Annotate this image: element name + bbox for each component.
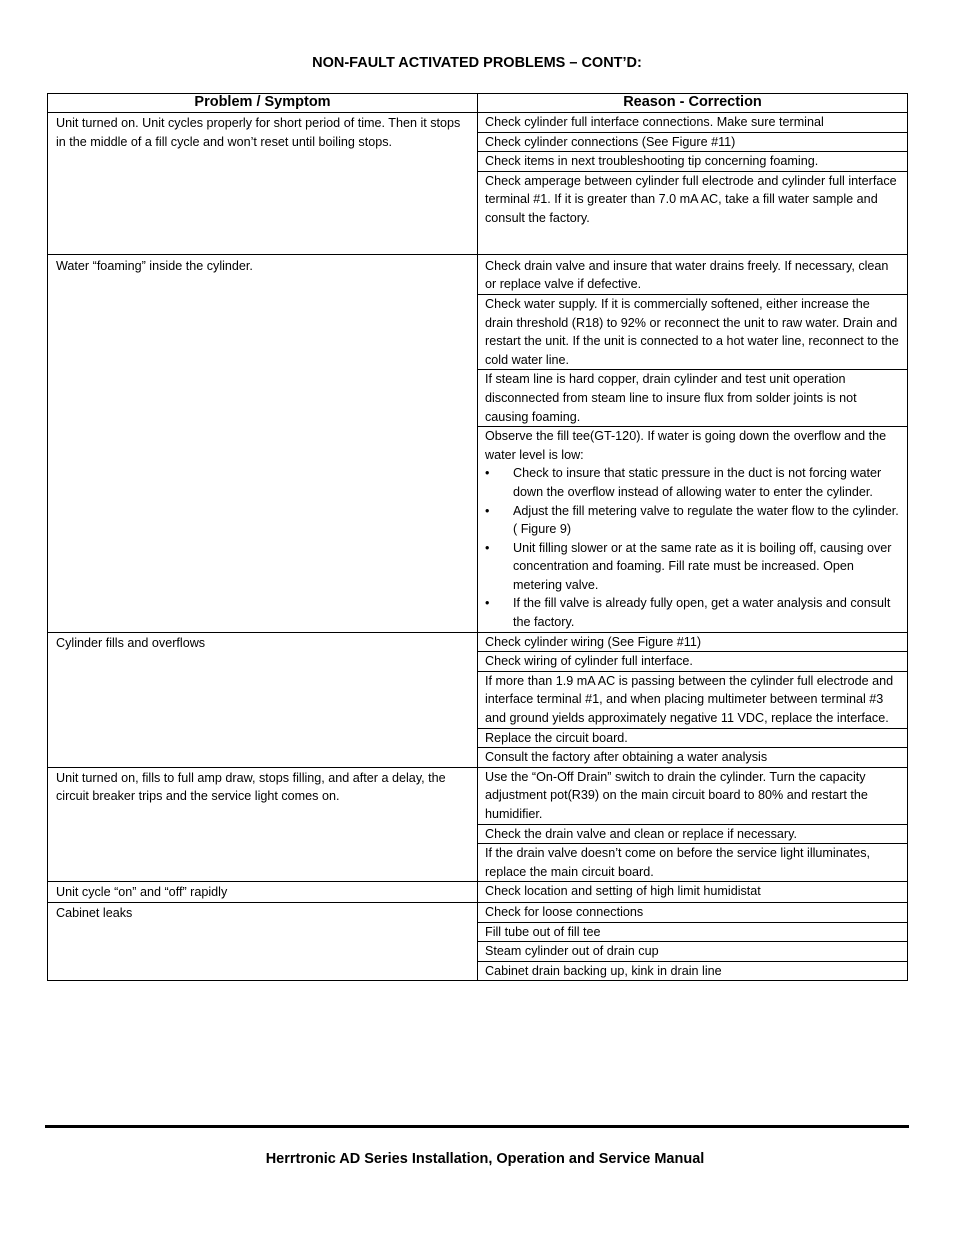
reason-cell: If the drain valve doesn’t come on before the service light illuminates, replace the main circuit board.: [478, 844, 908, 882]
reason-cell: Steam cylinder out of drain cup: [478, 942, 908, 962]
problem-cell: Unit turned on. Unit cycles properly for short period of time. Then it stops in the middle of a fill cycle and won’t reset until boiling stops.: [48, 113, 478, 255]
table-row: [48, 767, 908, 824]
reason-cell: Check drain valve and insure that water drains freely. If necessary, clean or replace valve if defective.: [478, 254, 908, 294]
reason-cell: Consult the factory after obtaining a water analysis: [478, 748, 908, 768]
problem-cell: Water “foaming” inside the cylinder.: [48, 254, 478, 632]
problem-cell: Unit cycle “on” and “off” rapidly: [48, 882, 478, 903]
reason-cell: Check for loose connections: [478, 902, 908, 922]
table-row: [48, 632, 908, 652]
reason-cell: If steam line is hard copper, drain cylinder and test unit operation disconnected from steam line to insure flux from solder joints is not causing foaming.: [478, 370, 908, 427]
bullet-item: • Check to insure that static pressure in the duct is not forcing water down the overflow instead of allowing water to enter the cylinder.: [485, 464, 901, 501]
reason-cell: Cabinet drain backing up, kink in drain line: [478, 961, 908, 981]
reason-cell: Replace the circuit board.: [478, 728, 908, 748]
reason-cell: Check water supply. If it is commercially softened, either increase the drain threshold (R18) to 92% or reconnect the unit to raw water. Drain and restart the unit. If the unit is connected to a hot water line, reconnect to the cold water line.: [478, 294, 908, 369]
table-row: [48, 254, 908, 294]
reason-intro: Observe the fill tee(GT-120). If water is going down the overflow and the water level is low:: [485, 429, 887, 462]
reason-cell: Check cylinder full interface connections. Make sure terminal: [478, 113, 908, 133]
bullet-item: • If the fill valve is already fully open, get a water analysis and consult the factory.: [485, 594, 901, 631]
bullet-item: • Unit filling slower or at the same rate as it is boiling off, causing over concentration and foaming. Fill rate must be increased. Open metering valve.: [485, 539, 901, 595]
table-row: [48, 902, 908, 922]
problem-cell: Cylinder fills and overflows: [48, 632, 478, 767]
reason-cell: Check wiring of cylinder full interface.: [478, 652, 908, 672]
column-header-problem: Problem / Symptom: [48, 94, 478, 113]
reason-cell: If more than 1.9 mA AC is passing between the cylinder full electrode and interface terminal #1, and when placing multimeter between terminal #3 and ground yields approximately negative 11 VDC, replace the interface.: [478, 671, 908, 728]
reason-cell: Check the drain valve and clean or replace if necessary.: [478, 824, 908, 844]
problem-cell: Cabinet leaks: [48, 902, 478, 980]
reason-cell: Fill tube out of fill tee: [478, 922, 908, 942]
reason-cell: Check cylinder wiring (See Figure #11): [478, 632, 908, 652]
reason-cell: Check items in next troubleshooting tip concerning foaming.: [478, 152, 908, 172]
table-row: [48, 882, 908, 903]
problem-cell: Unit turned on, fills to full amp draw, stops filling, and after a delay, the circuit breaker trips and the service light comes on.: [48, 767, 478, 882]
reason-cell: Use the “On-Off Drain” switch to drain the cylinder. Turn the capacity adjustment pot(R39) on the main circuit board to 80% and restart the humidifier.: [478, 767, 908, 824]
column-header-reason: Reason - Correction: [478, 94, 908, 113]
troubleshooting-table: [47, 93, 908, 981]
table-header-row: [48, 94, 908, 113]
table-row: [48, 113, 908, 133]
reason-cell: Check cylinder connections (See Figure #11): [478, 132, 908, 152]
footer-title: Herrtronic AD Series Installation, Operation and Service Manual: [265, 1151, 705, 1167]
bullet-list: [485, 464, 901, 631]
page-title: NON-FAULT ACTIVATED PROBLEMS – CONT’D:: [312, 55, 642, 71]
reason-cell: Check location and setting of high limit humidistat: [478, 882, 908, 903]
reason-cell: Check amperage between cylinder full electrode and cylinder full interface terminal #1. If it is greater than 7.0 mA AC, take a fill water sample and consult the factory.: [478, 171, 908, 254]
reason-cell: [478, 427, 908, 633]
bullet-item: • Adjust the fill metering valve to regulate the water flow to the cylinder. ( Figure 9): [485, 502, 901, 539]
footer-divider: [45, 1125, 909, 1128]
